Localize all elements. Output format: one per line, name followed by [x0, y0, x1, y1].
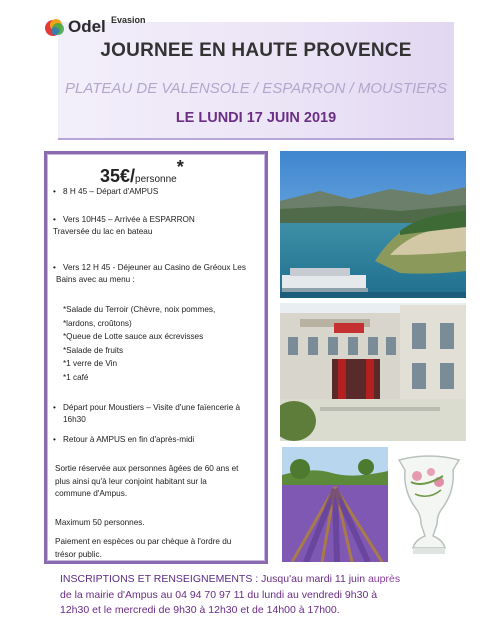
- casino-photo: [280, 303, 466, 441]
- registration-line-3: 12h30 et le mercredi de 9h30 à 12h30 et de 14h00 à 17h00.: [60, 604, 340, 616]
- menu-item: *1 verre de Vin: [63, 359, 118, 369]
- menu-list: [63, 303, 215, 385]
- lake-boat-photo: [280, 151, 466, 298]
- program-item-lunch: • Vers 12 H 45 - Déjeuner au Casino de Gréoux Les Bains avec au menu :: [53, 262, 263, 285]
- menu-item: *lardons, croûtons): [63, 318, 132, 328]
- program-item-moustiers: • Départ pour Moustiers – Visite d'une faïencerie à 16h30: [53, 402, 265, 425]
- eligibility-line: plus ainsi qu'à leur conjoint habitant sur la: [55, 476, 207, 486]
- payment-note: [55, 536, 265, 561]
- program-item-moustiers-time: 16h30: [63, 414, 86, 424]
- lavender-field-photo: [282, 447, 388, 562]
- logo-suffix: Evasion: [111, 15, 146, 25]
- payment-line: trésor public.: [55, 549, 102, 559]
- program-item-moustiers-text: Départ pour Moustiers – Visite d'une faïencerie à: [63, 403, 241, 412]
- page-subtitle: PLATEAU DE VALENSOLE / ESPARRON / MOUSTIERS: [64, 80, 448, 97]
- program-item-esparron-text: Vers 10H45 – Arrivée à ESPARRON: [63, 215, 195, 224]
- logo-circles-icon: [44, 16, 68, 40]
- program-item-lunch-text: Vers 12 H 45 - Déjeuner au Casino de Gréoux Les: [63, 263, 246, 272]
- program-item-departure-text: 8 H 45 – Départ d'AMPUS: [63, 187, 159, 196]
- registration-info: [60, 572, 440, 619]
- program-item-boat-text: Traversée du lac en bateau: [53, 226, 153, 236]
- program-item-departure: • 8 H 45 – Départ d'AMPUS: [53, 187, 159, 196]
- payment-line: Paiement en espèces ou par chèque à l'ordre du: [55, 537, 232, 546]
- registration-label: INSCRIPTIONS ET RENSEIGNEMENTS :: [60, 573, 259, 585]
- eligibility-line: commune d'Ampus.: [55, 489, 128, 498]
- registration-deadline: Jusqu'au mardi 11 juin: [258, 573, 368, 585]
- price-amount: 35€/: [100, 166, 136, 186]
- menu-item: *Salade du Terroir (Chèvre, noix pommes,: [63, 305, 216, 314]
- registration-line-2: de la mairie d'Ampus au 04 94 70 97 11 du lundi au vendredi 9h30 à: [60, 588, 378, 601]
- price-asterisk: *: [176, 157, 184, 177]
- registration-deadline-tail: auprès: [367, 573, 401, 585]
- program-item-return: • Retour à AMPUS en fin d'après-midi: [53, 435, 195, 444]
- price-unit: personne: [135, 174, 177, 185]
- event-date: LE LUNDI 17 JUIN 2019: [175, 110, 337, 126]
- page-title: JOURNEE EN HAUTE PROVENCE: [100, 40, 412, 61]
- eligibility-note: [55, 463, 265, 501]
- price: [100, 159, 184, 187]
- logo-brand: Odel: [68, 17, 106, 36]
- max-participants: Maximum 50 personnes.: [55, 518, 145, 527]
- odel-evasion-logo: [44, 14, 164, 42]
- menu-item: *1 café: [63, 372, 89, 382]
- menu-item: *Salade de fruits: [63, 345, 124, 355]
- program-item-menu-intro: Bains avec au menu :: [56, 274, 135, 284]
- faience-vase-photo: [393, 452, 465, 562]
- eligibility-line: Sortie réservée aux personnes âgées de 60 ans et: [55, 464, 239, 473]
- program-item-return-text: Retour à AMPUS en fin d'après-midi: [63, 435, 195, 444]
- menu-item: *Queue de Lotte sauce aux écrevisses: [63, 332, 204, 342]
- program-item-esparron: • Vers 10H45 – Arrivée à ESPARRON Traversée du lac en bateau: [53, 215, 195, 236]
